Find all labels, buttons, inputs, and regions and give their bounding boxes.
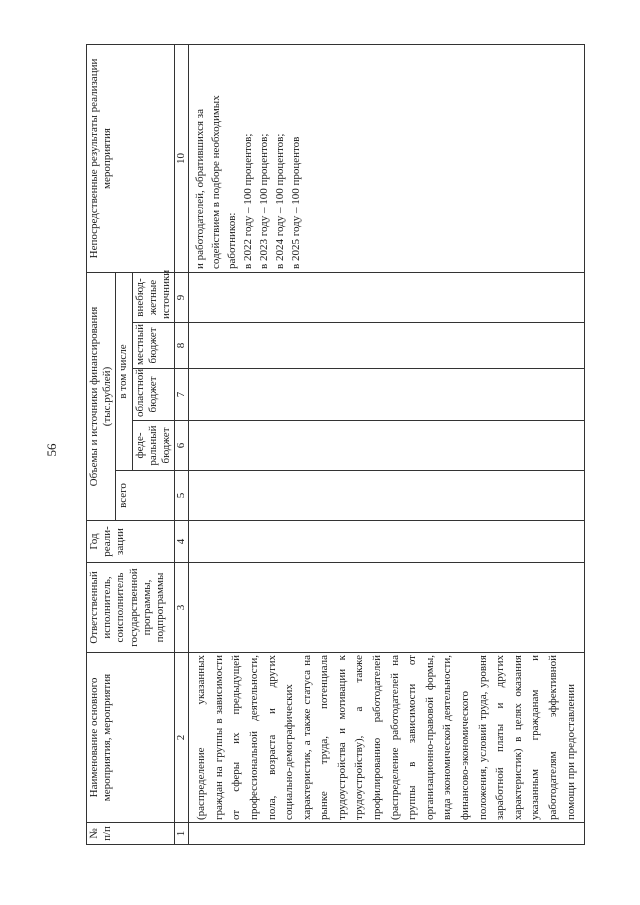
header-in-that: в том числе [116, 272, 132, 470]
header-results: Непосредственные результаты реализации мероприятия [87, 44, 175, 272]
funding-table [86, 44, 585, 845]
header-extra: внебюд-жетные источники [132, 272, 175, 322]
row-federal-cell [189, 421, 585, 471]
colnum-10: 10 [175, 44, 189, 272]
column-numbers-row [175, 44, 189, 844]
row-local-cell [189, 323, 585, 369]
header-total: всего [116, 471, 175, 521]
row-description: (распределение указанных граждан на группы в зависимости от сферы их предыдущей профессиональной деятельности, пола, возраста и других социально-демографических характеристик, а также статуса на рынке труда, потенциала трудоустройства и мотивации к трудоустройству), а также профилированию работодателей (распределение работодателей на группы в зависимости от организационно-правовой формы, вида экономической деятельности, финансово-экономического положения, условий труда, уровня заработной платы и других характеристик) в целях оказания указанным гражданам и работодателям эффективной помощи при предоставлении [189, 653, 585, 823]
result-line: в 2025 году – 100 процентов [289, 136, 302, 269]
header-year: Год реали-зации [87, 521, 175, 563]
colnum-1: 1 [175, 823, 189, 845]
colnum-6: 6 [175, 421, 189, 471]
row-number-cell [189, 823, 585, 845]
header-executor: Ответственный исполнитель, соисполнитель государственной программы, подпрограммы [87, 563, 175, 653]
row-results [189, 44, 585, 272]
result-line: в 2024 году – 100 процентов; [273, 133, 286, 269]
colnum-8: 8 [175, 323, 189, 369]
header-federal: феде-ральный бюджет [132, 421, 175, 471]
row-year-cell [189, 521, 585, 563]
page-number: 56 [44, 443, 59, 457]
header-row-1 [87, 44, 116, 844]
header-funding: Объемы и источники финансирования (тыс.рублей) [87, 272, 116, 520]
header-number: № п/п [87, 823, 175, 845]
colnum-4: 4 [175, 521, 189, 563]
row-total-cell [189, 471, 585, 521]
result-line: и работодателей, обратившихся за содействием в подборе необходимых работников: [194, 95, 238, 269]
row-extra-cell [189, 272, 585, 322]
colnum-9: 9 [175, 272, 189, 322]
row-executor-cell [189, 563, 585, 653]
result-line: в 2022 году – 100 процентов; [241, 133, 254, 269]
header-name: Наименование основного мероприятия, мероприятия [87, 653, 175, 823]
colnum-2: 2 [175, 653, 189, 823]
colnum-3: 3 [175, 563, 189, 653]
table-row [189, 44, 585, 844]
colnum-5: 5 [175, 471, 189, 521]
header-regional: областной бюджет [132, 369, 175, 421]
result-line: в 2023 году – 100 процентов; [257, 133, 270, 269]
row-regional-cell [189, 369, 585, 421]
colnum-7: 7 [175, 369, 189, 421]
header-local: местный бюджет [132, 323, 175, 369]
